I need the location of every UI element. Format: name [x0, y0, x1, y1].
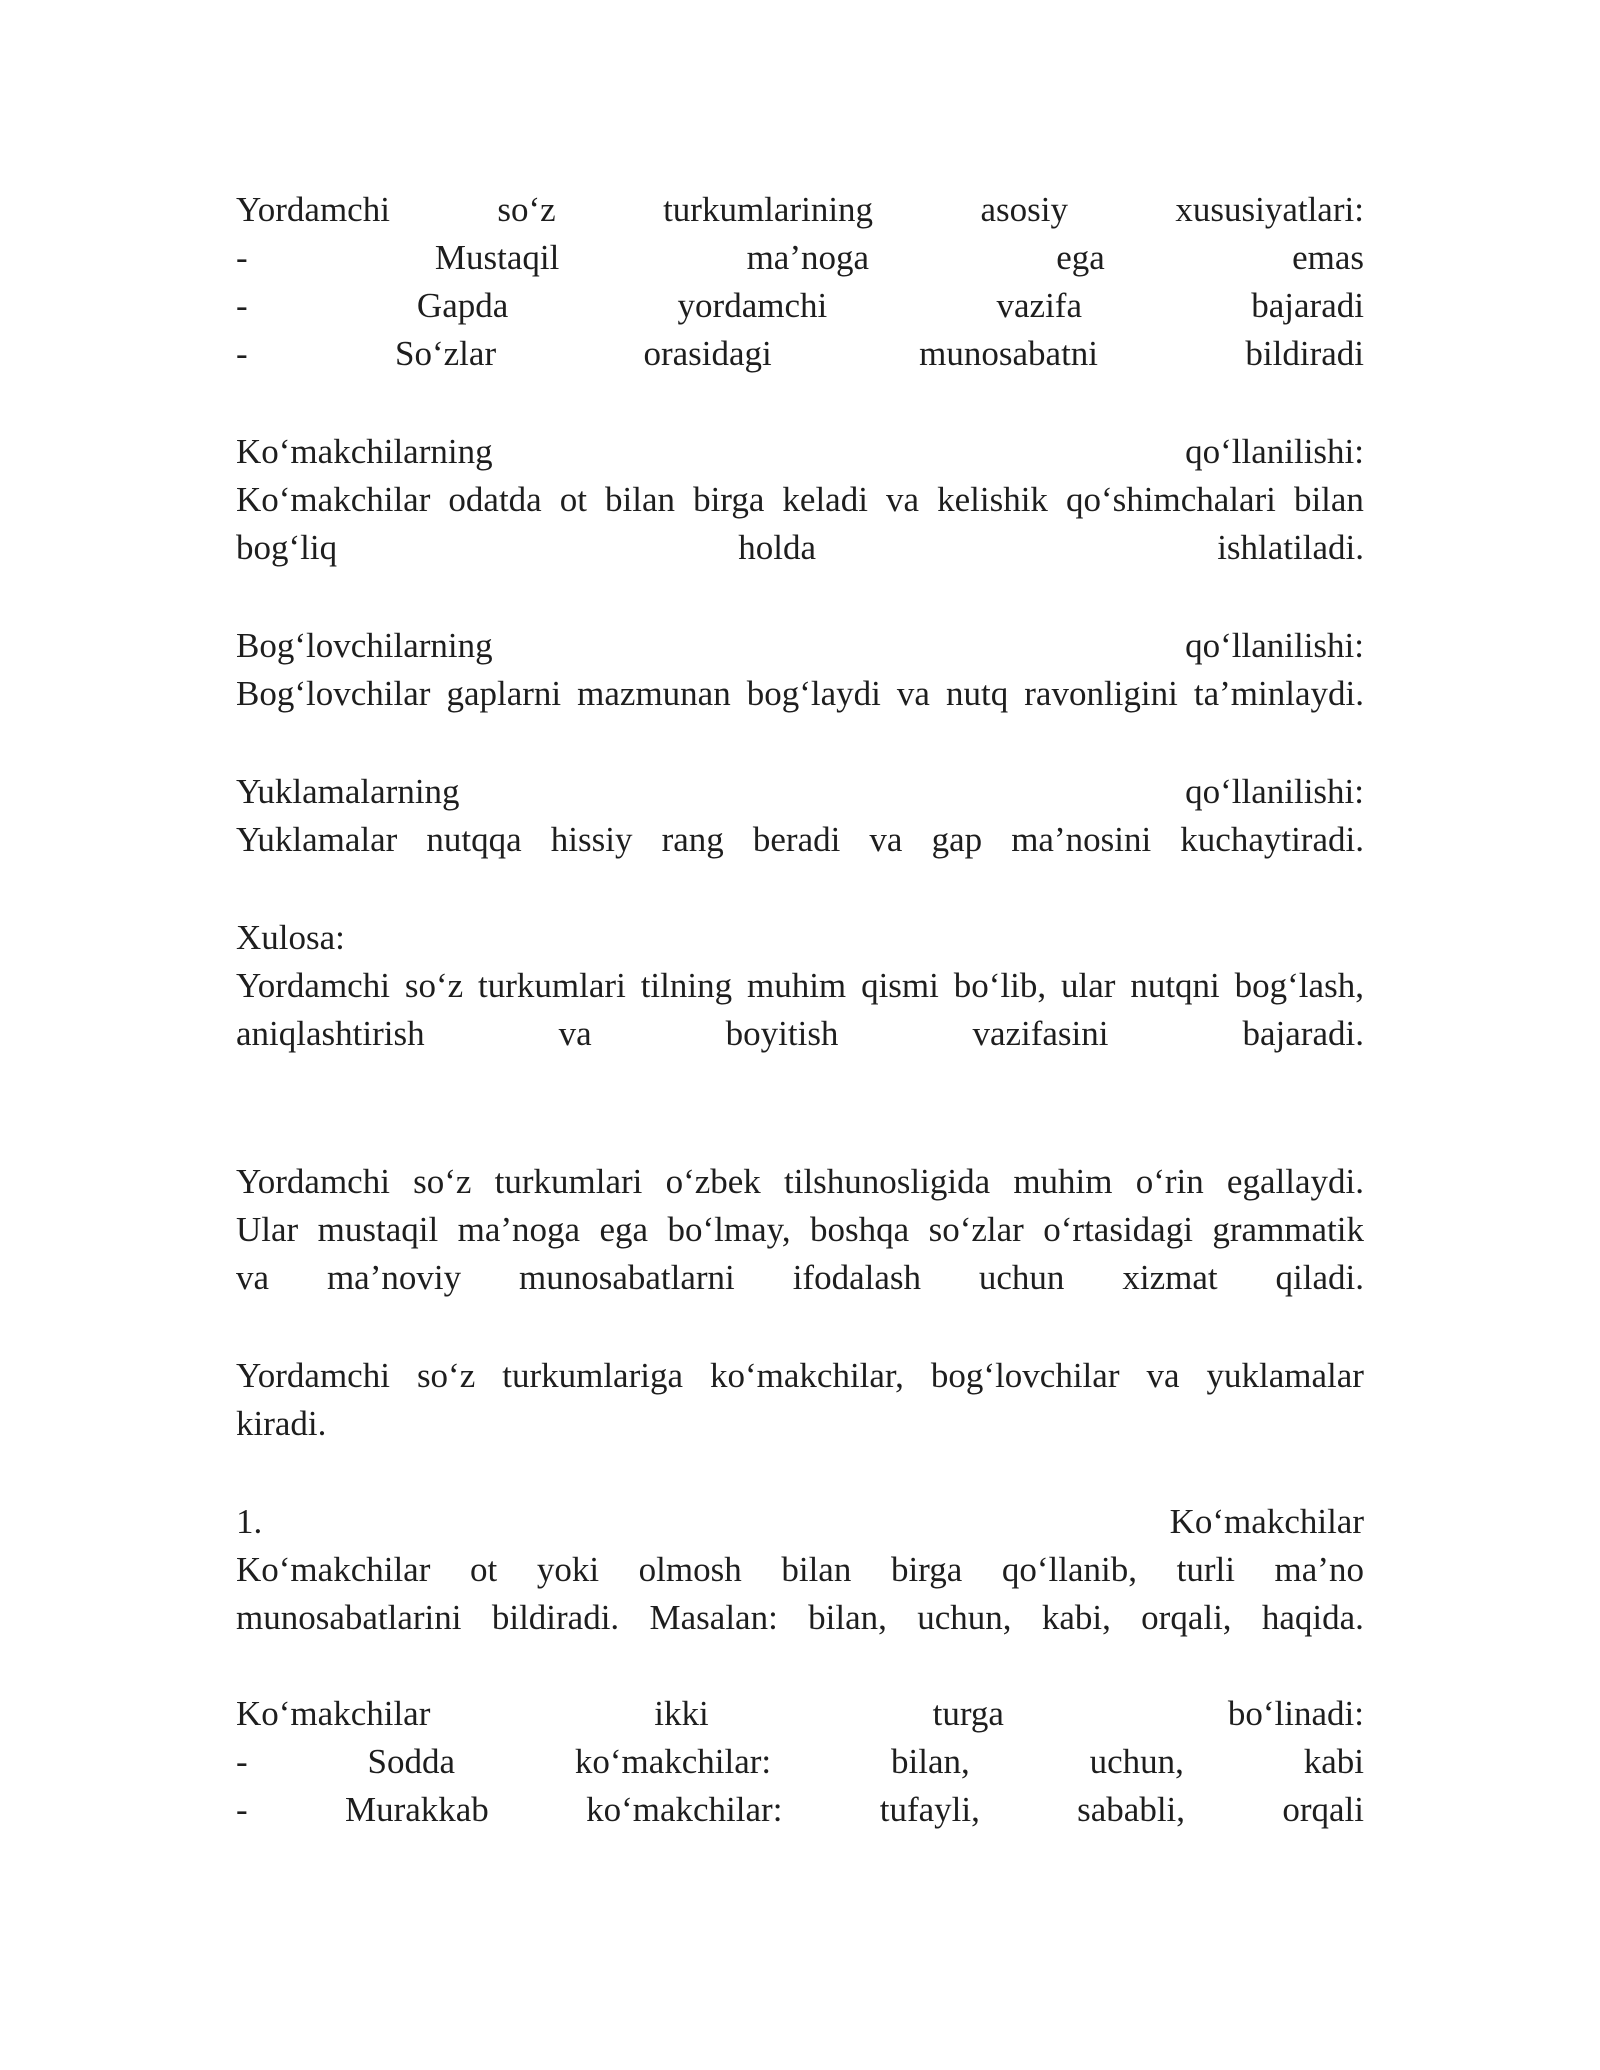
text-word: bajaradi	[1251, 286, 1364, 325]
text-word: ma’noviy	[326, 1258, 462, 1297]
text-word: haqida.	[1261, 1598, 1364, 1637]
text-word: -	[236, 334, 248, 373]
text-word: hissiy	[550, 820, 633, 859]
text-word: boshqa	[810, 1210, 910, 1249]
text-word: tufayli,	[879, 1790, 980, 1829]
text-word: munosabatni	[919, 334, 1099, 373]
text-word: uchun	[978, 1258, 1065, 1297]
text-word: olmosh	[638, 1550, 742, 1589]
text-word: va	[236, 1258, 270, 1297]
text-word: vazifa	[996, 286, 1082, 325]
text-word: turkumlarining	[663, 190, 874, 229]
text-word: So‘zlar	[395, 334, 497, 373]
text-word: nutqqa	[426, 820, 522, 859]
text-word: ko‘makchilar,	[710, 1356, 904, 1395]
text-word: yuklamalar	[1206, 1356, 1364, 1395]
text-word: turkumlari	[478, 966, 626, 1005]
text-word: so‘z	[413, 1162, 472, 1201]
text-line	[236, 476, 1364, 524]
text-line	[236, 330, 1364, 378]
text-word: gaplarni	[446, 674, 562, 713]
text-word: Ko‘makchilarning	[236, 432, 493, 471]
text-word: muhim	[1013, 1162, 1113, 1201]
text-word: bildiradi.	[491, 1598, 620, 1637]
text-line	[236, 1158, 1364, 1206]
text-line	[236, 1786, 1364, 1834]
text-word: bilan	[781, 1550, 852, 1589]
text-line	[236, 234, 1364, 282]
text-word: ma’noga	[746, 238, 870, 277]
text-word: Ko‘makchilar	[236, 480, 431, 519]
text-word: yordamchi	[677, 286, 828, 325]
text-word: ifodalash	[792, 1258, 921, 1297]
text-word: ma’nosini	[1011, 820, 1152, 859]
text-word: so‘z	[497, 190, 556, 229]
text-word: Sodda	[367, 1742, 455, 1781]
text-word: va	[1146, 1356, 1180, 1395]
text-word: egallaydi.	[1226, 1162, 1364, 1201]
text-word: ular	[1061, 966, 1116, 1005]
text-word: -	[236, 1742, 248, 1781]
text-word: bilan	[605, 480, 676, 519]
text-word: turkumlari	[494, 1162, 643, 1201]
text-word: -	[236, 286, 248, 325]
text-word: turli	[1176, 1550, 1235, 1589]
text-line	[236, 622, 1364, 670]
text-line	[236, 1206, 1364, 1254]
text-word: Ular	[236, 1210, 299, 1249]
text-word: ishlatiladi.	[1217, 528, 1364, 567]
text-word: bo‘linadi:	[1227, 1694, 1364, 1733]
text-line	[236, 186, 1364, 234]
text-word: bog‘lovchilar	[930, 1356, 1120, 1395]
text-word: ma’no	[1274, 1550, 1364, 1589]
text-word: munosabatlarni	[519, 1258, 735, 1297]
text-word: bo‘lib,	[953, 966, 1047, 1005]
text-word: so‘z	[404, 966, 464, 1005]
text-word: qo‘llanib,	[1001, 1550, 1137, 1589]
text-word: Yuklamalarning	[236, 772, 460, 811]
text-word: 1.	[236, 1502, 263, 1541]
text-word: vazifasini	[972, 1014, 1109, 1053]
text-line	[236, 816, 1364, 864]
text-word: o‘rtasidagi	[1043, 1210, 1193, 1249]
text-word: mustaqil	[317, 1210, 439, 1249]
text-word: Yordamchi	[236, 1162, 390, 1201]
text-word: Gapda	[416, 286, 509, 325]
text-word: ikki	[654, 1694, 709, 1733]
text-word: orqali,	[1141, 1598, 1232, 1637]
text-word: ot	[469, 1550, 498, 1589]
text-word: bo‘lmay,	[667, 1210, 791, 1249]
text-word: bildiradi	[1245, 334, 1364, 373]
text-word: Yuklamalar	[236, 820, 398, 859]
text-word: qo‘shimchalari	[1065, 480, 1276, 519]
text-line	[236, 670, 1364, 718]
text-word: kabi,	[1041, 1598, 1111, 1637]
text-word: uchun,	[1089, 1742, 1184, 1781]
text-line	[236, 1254, 1364, 1302]
text-word: Xulosa:	[236, 918, 345, 957]
text-word: va	[558, 1014, 592, 1053]
text-word: -	[236, 238, 248, 277]
text-word: -	[236, 1790, 248, 1829]
text-word: bog‘laydi	[746, 674, 881, 713]
text-word: orasidagi	[643, 334, 772, 373]
text-word: asosiy	[980, 190, 1068, 229]
text-word: va	[869, 820, 903, 859]
text-word: o‘zbek	[665, 1162, 761, 1201]
text-word: Bog‘lovchilar	[236, 674, 431, 713]
text-word: ko‘makchilar:	[586, 1790, 783, 1829]
text-word: Mustaqil	[434, 238, 560, 277]
text-word: bog‘lash,	[1234, 966, 1364, 1005]
text-word: qo‘llanilishi:	[1185, 432, 1364, 471]
text-line	[236, 914, 1364, 962]
text-word: qismi	[861, 966, 939, 1005]
text-line	[236, 1546, 1364, 1594]
text-word: Yordamchi	[236, 190, 390, 229]
text-line	[236, 1352, 1364, 1400]
text-word: nutq	[946, 674, 1009, 713]
text-word: keladi	[782, 480, 868, 519]
text-line	[236, 1498, 1364, 1546]
text-word: bajaradi.	[1242, 1014, 1364, 1053]
text-word: xizmat	[1122, 1258, 1218, 1297]
text-word: so‘zlar	[928, 1210, 1024, 1249]
text-word: ot	[559, 480, 587, 519]
text-line	[236, 1010, 1364, 1058]
text-word: turga	[932, 1694, 1004, 1733]
text-word: orqali	[1282, 1790, 1364, 1829]
text-line	[236, 962, 1364, 1010]
text-line	[236, 1594, 1364, 1642]
text-line	[236, 428, 1364, 476]
text-word: uchun,	[917, 1598, 1012, 1637]
text-word: holda	[738, 528, 817, 567]
text-word: Ko‘makchilar	[1169, 1502, 1364, 1541]
text-word: Yordamchi	[236, 1356, 390, 1395]
text-word: rang	[661, 820, 724, 859]
text-word: va	[886, 480, 920, 519]
text-word: ta’minlaydi.	[1193, 674, 1364, 713]
text-word: xususiyatlari:	[1175, 190, 1364, 229]
text-word: boyitish	[725, 1014, 839, 1053]
text-word: mazmunan	[577, 674, 731, 713]
text-word: muhim	[746, 966, 847, 1005]
text-word: kiradi.	[236, 1404, 327, 1443]
text-line	[236, 524, 1364, 572]
text-word: kelishik	[937, 480, 1048, 519]
text-word: Murakkab	[344, 1790, 489, 1829]
text-word: kuchaytiradi.	[1180, 820, 1364, 859]
text-word: ma’noga	[457, 1210, 581, 1249]
text-word: Bog‘lovchilarning	[236, 626, 493, 665]
text-word: sababli,	[1077, 1790, 1186, 1829]
text-word: birga	[693, 480, 765, 519]
text-word: birga	[890, 1550, 963, 1589]
text-line	[236, 768, 1364, 816]
text-word: beradi	[752, 820, 841, 859]
text-word: bilan,	[808, 1598, 887, 1637]
text-word: turkumlariga	[502, 1356, 684, 1395]
text-word: nutqni	[1130, 966, 1220, 1005]
text-word: ega	[1056, 238, 1105, 277]
text-word: o‘rin	[1135, 1162, 1204, 1201]
text-word: qo‘llanilishi:	[1185, 626, 1364, 665]
text-word: Ko‘makchilar	[236, 1550, 431, 1589]
text-word: tilshunosligida	[784, 1162, 991, 1201]
text-word: qiladi.	[1275, 1258, 1364, 1297]
text-line	[236, 1690, 1364, 1738]
text-word: bilan,	[891, 1742, 970, 1781]
text-line	[236, 1400, 1364, 1448]
text-word: aniqlashtirish	[236, 1014, 425, 1053]
text-word: qo‘llanilishi:	[1185, 772, 1364, 811]
text-word: so‘z	[416, 1356, 476, 1395]
text-line	[236, 282, 1364, 330]
text-word: emas	[1292, 238, 1364, 277]
text-word: odatda	[448, 480, 542, 519]
text-word: ravonligini	[1024, 674, 1178, 713]
text-word: grammatik	[1212, 1210, 1364, 1249]
text-word: munosabatlarini	[236, 1598, 462, 1637]
text-word: va	[896, 674, 930, 713]
text-word: Yordamchi	[236, 966, 390, 1005]
text-word: gap	[931, 820, 983, 859]
text-word: Ko‘makchilar	[236, 1694, 431, 1733]
text-word: yoki	[536, 1550, 600, 1589]
text-line	[236, 1738, 1364, 1786]
text-word: kabi	[1303, 1742, 1364, 1781]
text-word: ko‘makchilar:	[574, 1742, 772, 1781]
text-word: ega	[599, 1210, 649, 1249]
text-word: bilan	[1293, 480, 1364, 519]
text-word: tilning	[640, 966, 733, 1005]
text-word: bog‘liq	[236, 528, 338, 567]
text-word: Masalan:	[649, 1598, 778, 1637]
